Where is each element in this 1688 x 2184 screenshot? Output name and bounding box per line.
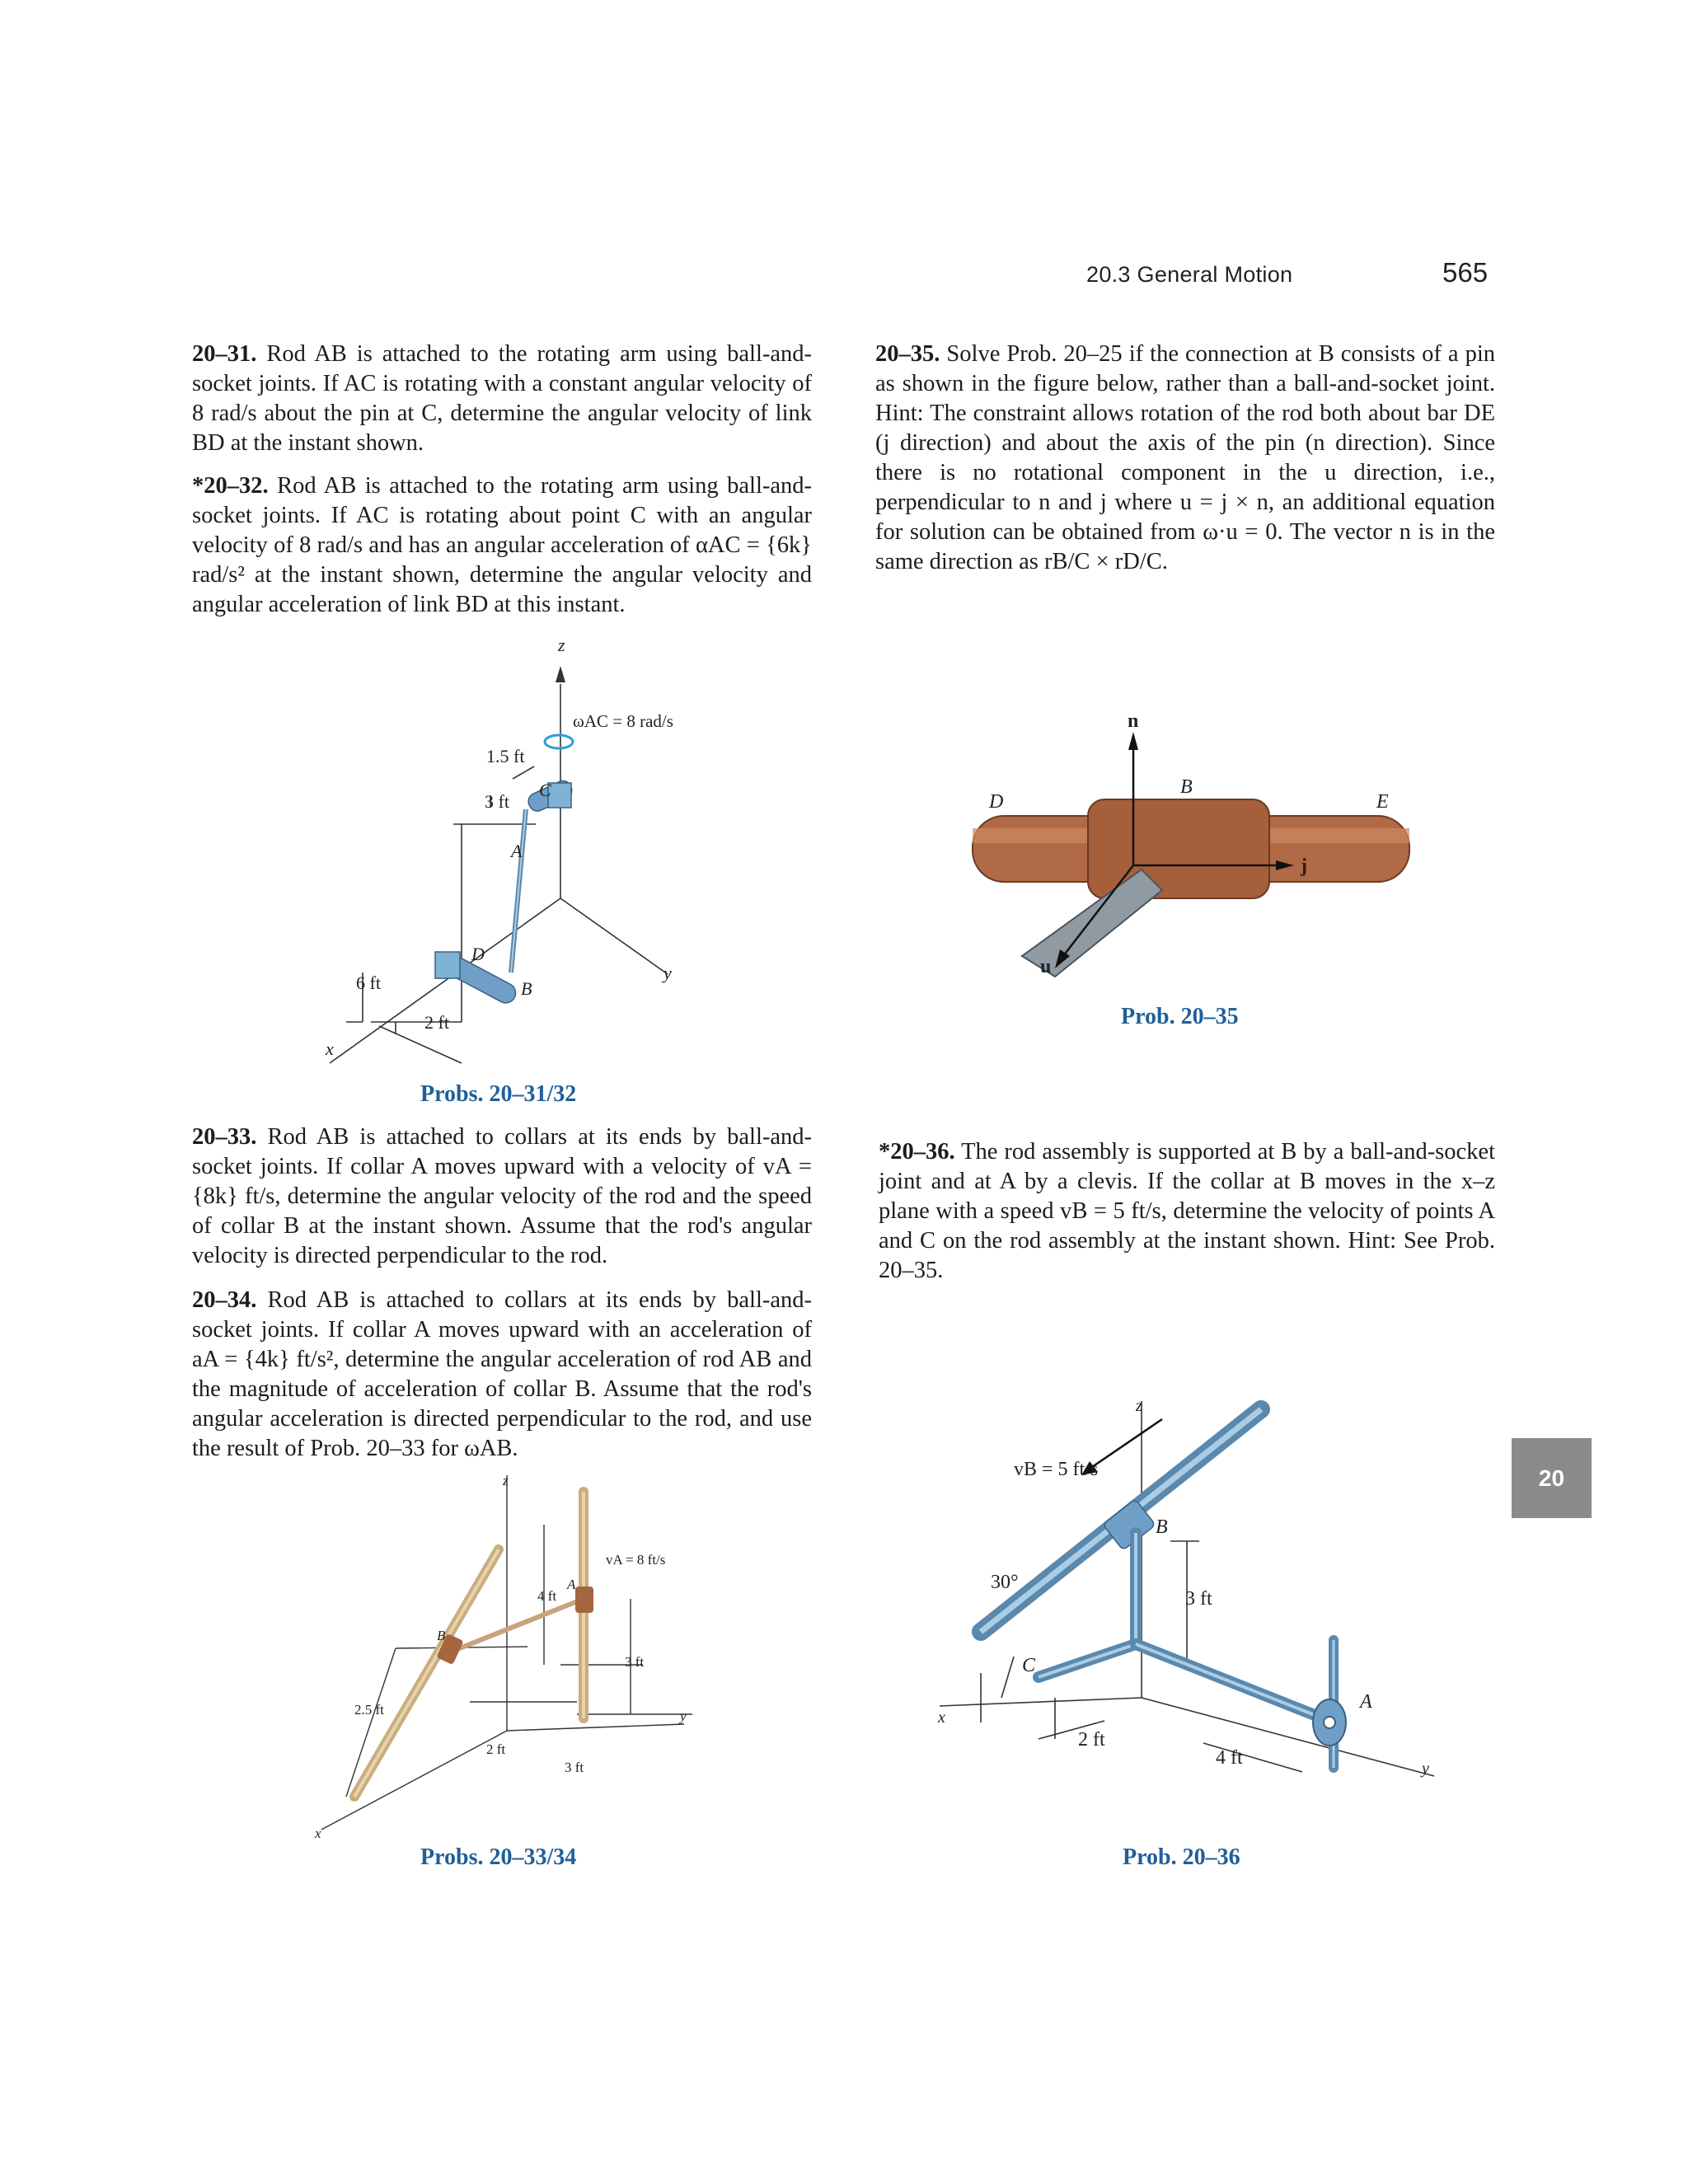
label-omega-ac: ωAC = 8 rad/s [573, 711, 673, 731]
problem-number: *20–32. [192, 473, 269, 499]
label-B: B [437, 1628, 446, 1643]
problem-number: 20–35. [875, 341, 940, 367]
figure-rotating-arm [313, 635, 709, 1071]
label-z: z [558, 635, 565, 655]
label-vA: vA = 8 ft/s [606, 1552, 666, 1568]
problem-number: 20–33. [192, 1124, 257, 1150]
label-u: u [1040, 956, 1052, 977]
label-2-5ft: 2.5 ft [354, 1702, 384, 1718]
problem-20-32 [192, 471, 812, 620]
label-x: x [938, 1708, 945, 1727]
figure-caption: Probs. 20–33/34 [420, 1844, 577, 1870]
problem-text: Solve Prob. 20–25 if the connection at B consists of a pin as shown in the figure below, rather than a ball-and-socket joint. Hint: The constraint allows rotation of the rod both about bar DE (j direction) and about the axis of the pin (n direction). Since there is no rotational component in the u direction, i.e., perpendicular to n and j where u = j × n, an additional equation for solution can be obtained from ω·u = 0. The vector n is in the same direction as rB/C × rD/C. [875, 341, 1495, 574]
label-B: B [1156, 1516, 1168, 1538]
label-1-5ft: 1.5 ft [486, 746, 525, 766]
problem-text: The rod assembly is supported at B by a ball-and-socket joint and at A by a clevis. If the collar at B moves in the x–z plane with a speed vB = 5 ft/s, determine the velocity of points A and C on the rod assembly at the instant shown. Hint: See Prob. 20–35. [879, 1139, 1495, 1283]
label-3ft-b: 3 ft [565, 1760, 584, 1775]
problem-20-31 [192, 340, 812, 458]
figure-caption: Probs. 20–31/32 [420, 1081, 577, 1107]
problem-20-36 [879, 1137, 1495, 1286]
problem-20-35 [875, 340, 1495, 577]
label-x: x [315, 1825, 321, 1841]
label-A: A [567, 1577, 576, 1592]
label-2ft: 2 ft [486, 1741, 506, 1757]
figure-caption: Prob. 20–36 [1123, 1844, 1240, 1870]
label-4ft: 4 ft [537, 1588, 557, 1604]
problem-text: Rod AB is attached to the rotating arm using ball-and-socket joints. If AC is rotating about point C with an angular velocity of 8 rad/s and has an angular acceleration of αAC = {6k} rad/s² at the instant shown, determine the angular velocity and angular acceleration of link BD at this instant. [192, 473, 812, 617]
label-E: E [1376, 791, 1389, 813]
problem-number: *20–36. [879, 1139, 955, 1165]
problem-text: Rod AB is attached to collars at its ends by ball-and-socket joints. If collar A moves upward with an acceleration of aA = {4k} ft/s², determine the angular acceleration of rod AB and the magnitude of acceleration of collar B. Assume that the rod's angular acceleration is directed perpendicular to the rod, and use the result of Prob. 20–33 for ωAB. [192, 1287, 812, 1461]
label-A: A [1360, 1691, 1372, 1713]
rotation-arrow-icon [545, 735, 573, 748]
chapter-tab: 20 [1512, 1438, 1592, 1518]
label-3ft: 3 ft [485, 791, 509, 812]
label-B: B [1180, 776, 1193, 798]
figure-caption: Prob. 20–35 [1121, 1004, 1239, 1029]
problem-20-33 [192, 1122, 812, 1271]
label-3ft: 3 ft [1185, 1588, 1212, 1610]
label-C: C [1022, 1655, 1036, 1676]
problem-text: Rod AB is attached to collars at its ends by ball-and-socket joints. If collar A moves upward with a velocity of vA = {8k} ft/s, determine the angular velocity of the rod and the speed of collar B at the instant shown. Assume that the rod's angular velocity is directed perpendicular to the rod. [192, 1124, 812, 1268]
label-A: A [511, 841, 523, 861]
label-2ft: 2 ft [424, 1012, 449, 1033]
label-3ft-a: 3 ft [625, 1654, 645, 1670]
problem-number: 20–31. [192, 341, 257, 367]
figure-collars [305, 1467, 701, 1846]
label-j: j [1301, 855, 1307, 877]
label-y: y [663, 963, 672, 983]
label-n: n [1128, 717, 1139, 732]
label-y: y [680, 1708, 687, 1724]
label-B: B [521, 978, 532, 999]
label-D: D [989, 791, 1004, 813]
label-C: C [539, 780, 551, 800]
problem-20-34 [192, 1286, 812, 1464]
label-vB: vB = 5 ft/s [1014, 1459, 1099, 1480]
label-D: D [471, 944, 485, 964]
problem-number: 20–34. [192, 1287, 257, 1313]
figure-rod-assembly [923, 1393, 1484, 1821]
label-4ft: 4 ft [1216, 1747, 1243, 1769]
label-2ft: 2 ft [1078, 1729, 1105, 1750]
label-6ft: 6 ft [356, 972, 381, 993]
page-number: 565 [1442, 257, 1489, 288]
label-z: z [1136, 1397, 1142, 1415]
problem-text: Rod AB is attached to the rotating arm using ball-and-socket joints. If AC is rotating with a constant angular velocity of 8 rad/s about the pin at C, determine the angular velocity of link BD at the instant shown. [192, 341, 812, 456]
running-header-section: 20.3 General Motion [1086, 262, 1293, 287]
figure-pin-connection [964, 717, 1426, 989]
label-30deg: 30° [991, 1572, 1019, 1593]
label-x: x [326, 1038, 334, 1059]
label-z: z [503, 1473, 509, 1488]
label-y: y [1422, 1760, 1429, 1778]
